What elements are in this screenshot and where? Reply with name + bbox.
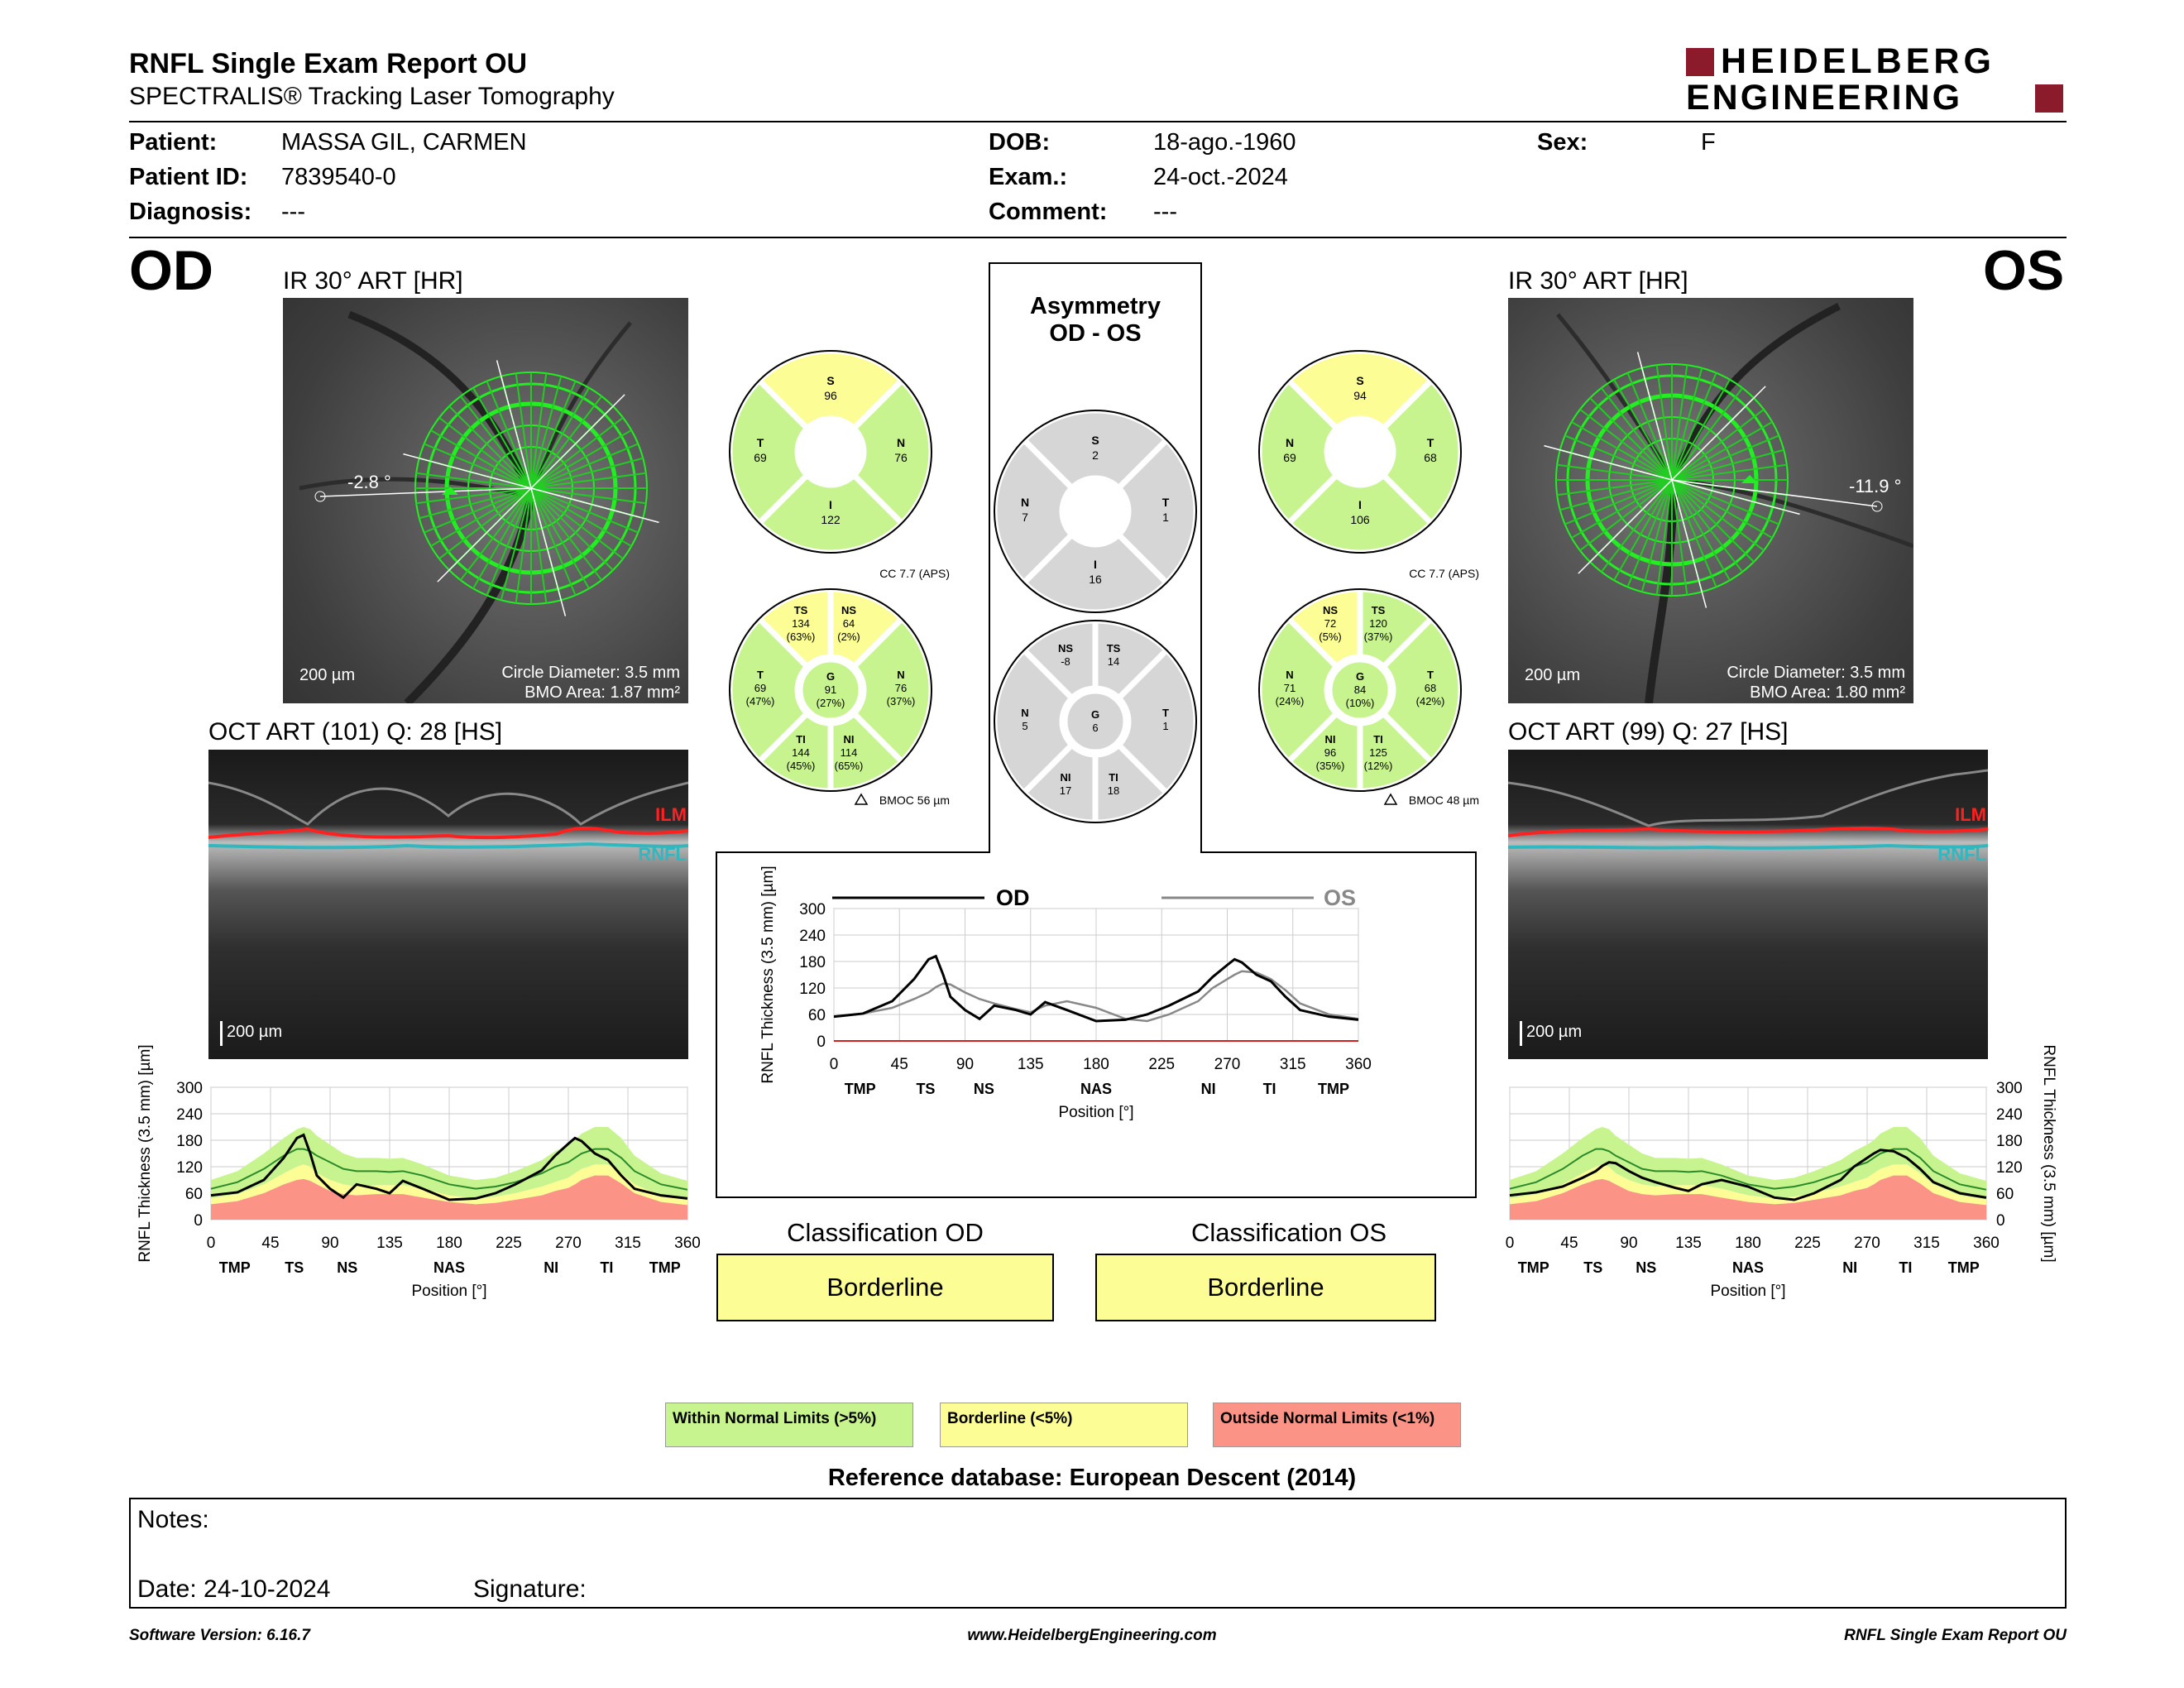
x-tick-label: 0	[829, 1056, 839, 1073]
y-tick-label: 0	[194, 1212, 203, 1230]
y-axis-label: RNFL Thickness (3.5 mm) [µm]	[759, 866, 777, 1084]
y-tick-label: 60	[184, 1186, 203, 1203]
patient-id-label: Patient ID:	[129, 164, 248, 190]
os-oct-scale-label: 200 µm	[1526, 1023, 1583, 1041]
x-tick-label: 180	[1735, 1235, 1761, 1252]
sector-axis-label: TI	[1262, 1081, 1276, 1097]
sector-value-i: 122	[821, 513, 841, 526]
x-tick-label: 135	[376, 1235, 403, 1252]
sector-value-ts: 14	[1107, 655, 1120, 668]
sector-label-s: S	[1356, 374, 1364, 387]
sector-value-t: 1	[1162, 720, 1169, 732]
x-tick-label: 90	[321, 1235, 339, 1252]
od-ilm-label: ILM	[655, 804, 687, 825]
sector-label-ns: NS	[1322, 604, 1339, 616]
os-scale-label: 200 µm	[1525, 666, 1581, 684]
sector-label-n: N	[1021, 707, 1029, 719]
y-tick-label: 60	[1996, 1186, 2014, 1203]
asym-sector-6-diagram	[994, 621, 1196, 822]
od-angle-label: -2.8 °	[347, 472, 391, 492]
os-sector-4-diagram	[1259, 351, 1461, 553]
sector-axis-label: NAS	[1731, 1259, 1765, 1276]
os-bmo-area: BMO Area: 1.80 mm²	[1750, 683, 1905, 702]
od-scale-label: 200 µm	[299, 666, 356, 684]
sector-label-n: N	[1020, 496, 1030, 509]
logo-text-bottom: ENGINEERING	[1686, 78, 1963, 117]
sector-label-ns: NS	[841, 604, 857, 616]
os-tsnit-chart	[1506, 1044, 2057, 1300]
sector-percent-g: (10%)	[1345, 697, 1375, 709]
sector-value-ns: -8	[1061, 655, 1070, 668]
asymmetry-title-line1: Asymmetry	[1030, 293, 1161, 319]
x-tick-label: 45	[261, 1235, 280, 1252]
sector-value-g: 6	[1092, 722, 1099, 734]
sector-axis-label: NI	[544, 1259, 559, 1276]
sector-axis-label: NS	[337, 1259, 358, 1276]
sector-value-ti: 144	[792, 746, 810, 759]
diagnosis-label: Diagnosis:	[129, 199, 252, 225]
x-tick-label: 315	[615, 1235, 641, 1252]
y-tick-label: 0	[1996, 1212, 2005, 1230]
dob-label: DOB:	[989, 129, 1051, 156]
sector-value-ts: 120	[1369, 617, 1387, 630]
sector-value-ns: 72	[1324, 617, 1337, 630]
exam-label: Exam.:	[989, 164, 1068, 190]
diagnosis: ---	[281, 199, 305, 225]
classification-os-box: Borderline	[1095, 1254, 1436, 1321]
sector-value-n: 7	[1022, 511, 1028, 524]
x-tick-label: 270	[1214, 1056, 1241, 1073]
comparison-tsnit-chart	[759, 866, 1372, 1121]
x-tick-label: 0	[206, 1235, 216, 1252]
y-tick-label: 60	[807, 1007, 826, 1024]
sector-axis-label: TS	[916, 1081, 936, 1097]
x-tick-label: 270	[555, 1235, 582, 1252]
bmoc-label: BMOC 56 µm	[879, 794, 950, 807]
x-tick-label: 270	[1854, 1235, 1880, 1252]
sector-value-s: 94	[1353, 389, 1367, 402]
x-tick-label: 360	[1973, 1235, 2000, 1252]
sector-value-n: 5	[1022, 720, 1028, 732]
sector-axis-label: NS	[973, 1081, 994, 1097]
od-eye-label: OD	[129, 239, 213, 302]
x-tick-label: 315	[1279, 1056, 1306, 1073]
x-axis-label: Position [°]	[411, 1283, 487, 1300]
sector-axis-label: TMP	[1517, 1259, 1549, 1276]
sector-percent-ti: (12%)	[1363, 760, 1393, 772]
os-angle-label: -11.9 °	[1849, 476, 1902, 496]
sector-label-g: G	[1355, 670, 1365, 683]
sector-axis-label: TMP	[844, 1081, 876, 1097]
notes-date: Date: 24-10-2024	[137, 1575, 331, 1603]
sector-label-t: T	[1162, 707, 1169, 719]
y-tick-label: 180	[1996, 1133, 2023, 1150]
sector-label-t: T	[1427, 669, 1434, 681]
sector-label-s: S	[826, 374, 835, 387]
x-tick-label: 135	[1675, 1235, 1702, 1252]
sector-percent-n: (24%)	[1275, 695, 1305, 707]
sector-label-ni: NI	[1324, 733, 1336, 746]
sector-percent-ni: (65%)	[834, 760, 864, 772]
y-tick-label: 120	[1996, 1159, 2023, 1177]
footer-report: RNFL Single Exam Report OU	[1844, 1627, 2067, 1644]
sector-value-ns: 64	[842, 617, 855, 630]
dob: 18-ago.-1960	[1153, 129, 1296, 156]
sector-value-t: 69	[754, 451, 767, 464]
sector-label-g: G	[1090, 708, 1100, 721]
sector-percent-ns: (2%)	[837, 631, 860, 643]
sector-percent-t: (47%)	[745, 695, 775, 707]
sector-percent-ts: (37%)	[1363, 631, 1393, 643]
sector-value-n: 69	[1283, 451, 1296, 464]
sector-percent-ni: (35%)	[1315, 760, 1345, 772]
y-tick-label: 300	[799, 901, 826, 918]
od-tsnit-chart	[136, 1044, 701, 1300]
sector-value-ni: 17	[1059, 784, 1072, 797]
asym-sector-4-diagram	[994, 410, 1196, 612]
y-tick-label: 180	[176, 1133, 203, 1150]
sector-percent-ti: (45%)	[786, 760, 816, 772]
y-tick-label: 120	[799, 981, 826, 998]
sector-label-ti: TI	[1109, 771, 1118, 784]
sector-axis-label: NAS	[433, 1259, 466, 1276]
os-ir-title: IR 30° ART [HR]	[1508, 267, 1688, 295]
x-tick-label: 360	[1345, 1056, 1372, 1073]
od-circle-diameter: Circle Diameter: 3.5 mm	[501, 664, 680, 682]
sector-label-n: N	[1285, 436, 1295, 449]
exam-date: 24-oct.-2024	[1153, 164, 1288, 190]
sector-axis-label: TS	[1583, 1259, 1603, 1276]
classification-od-title: Classification OD	[787, 1218, 984, 1247]
x-axis-label: Position [°]	[1710, 1283, 1786, 1300]
sector-value-t: 68	[1424, 682, 1437, 694]
report-subtitle: SPECTRALIS® Tracking Laser Tomography	[129, 83, 615, 110]
sector-label-i: I	[1358, 498, 1362, 511]
x-tick-label: 360	[674, 1235, 701, 1252]
sector-label-n: N	[1286, 669, 1294, 681]
legend-outside-normal: Outside Normal Limits (<1%)	[1213, 1403, 1461, 1447]
sector-label-ns: NS	[1057, 642, 1074, 655]
sector-value-t: 1	[1162, 511, 1169, 524]
sector-value-t: 69	[754, 682, 767, 694]
report-title: RNFL Single Exam Report OU	[129, 48, 528, 79]
y-tick-label: 0	[817, 1033, 826, 1051]
delta-icon	[855, 794, 867, 804]
sector-axis-label: NI	[1200, 1081, 1216, 1097]
classification-od-box: Borderline	[716, 1254, 1054, 1321]
cc-label: CC 7.7 (APS)	[879, 567, 950, 580]
sector-value-ti: 125	[1369, 746, 1387, 759]
comment-label: Comment:	[989, 199, 1108, 225]
os-oct-title: OCT ART (99) Q: 27 [HS]	[1508, 718, 1789, 746]
sector-label-ti: TI	[796, 733, 806, 746]
y-tick-label: 300	[176, 1080, 203, 1097]
sector-label-n: N	[896, 436, 906, 449]
footer-version: Software Version: 6.16.7	[129, 1627, 310, 1644]
cc-label: CC 7.7 (APS)	[1409, 567, 1479, 580]
sector-label-n: N	[897, 669, 905, 681]
sector-value-n: 71	[1283, 682, 1296, 694]
legend-borderline: Borderline (<5%)	[940, 1403, 1188, 1447]
sector-value-n: 76	[894, 451, 908, 464]
sector-value-ts: 134	[792, 617, 810, 630]
od-oct-title: OCT ART (101) Q: 28 [HS]	[208, 718, 503, 746]
bmoc-label: BMOC 48 µm	[1408, 794, 1479, 807]
sector-value-i: 16	[1089, 573, 1102, 586]
x-tick-label: 45	[890, 1056, 908, 1073]
sector-label-t: T	[1161, 496, 1170, 509]
sector-axis-label: TMP	[1947, 1259, 1980, 1276]
od-rnfl-label: RNFL	[638, 844, 687, 865]
y-tick-label: 300	[1996, 1080, 2023, 1097]
classification-os-title: Classification OS	[1190, 1218, 1387, 1247]
y-axis-label: RNFL Thickness (3.5 mm) [µm]	[2040, 1044, 2057, 1263]
sector-axis-label: TMP	[1318, 1081, 1350, 1097]
asymmetry-title-line2: OD - OS	[1049, 320, 1142, 347]
patient-id: 7839540-0	[281, 164, 396, 190]
sector-axis-label: TMP	[218, 1259, 251, 1276]
y-tick-label: 180	[799, 954, 826, 971]
sector-value-i: 106	[1350, 513, 1370, 526]
sector-label-ts: TS	[793, 604, 808, 616]
x-axis-label: Position [°]	[1058, 1104, 1134, 1121]
sector-value-g: 84	[1353, 683, 1367, 696]
logo-text-top: HEIDELBERG	[1721, 41, 1995, 81]
sector-value-ni: 96	[1324, 746, 1337, 759]
delta-icon	[1385, 794, 1396, 804]
sector-percent-n: (37%)	[886, 695, 916, 707]
os-circle-diameter: Circle Diameter: 3.5 mm	[1727, 664, 1905, 682]
x-tick-label: 180	[436, 1235, 462, 1252]
notes-signature: Signature:	[473, 1575, 587, 1603]
x-tick-label: 225	[1794, 1235, 1821, 1252]
patient-label: Patient:	[129, 129, 218, 156]
y-tick-label: 120	[176, 1159, 203, 1177]
sector-value-s: 2	[1092, 448, 1099, 462]
patient-name: MASSA GIL, CARMEN	[281, 129, 527, 156]
comment: ---	[1153, 199, 1177, 225]
sector-value-t: 68	[1424, 451, 1437, 464]
y-tick-label: 240	[176, 1106, 203, 1124]
sector-percent-t: (42%)	[1415, 695, 1445, 707]
x-tick-label: 180	[1083, 1056, 1109, 1073]
x-tick-label: 90	[956, 1056, 975, 1073]
sector-label-ts: TS	[1106, 642, 1121, 655]
sector-axis-label: NAS	[1080, 1081, 1113, 1097]
sector-label-ts: TS	[1371, 604, 1386, 616]
od-ir-title: IR 30° ART [HR]	[283, 267, 463, 295]
sector-axis-label: TMP	[649, 1259, 681, 1276]
sector-axis-label: TI	[1899, 1259, 1913, 1276]
od-sector-6-diagram	[730, 567, 950, 807]
x-tick-label: 225	[496, 1235, 522, 1252]
x-tick-label: 90	[1620, 1235, 1638, 1252]
sex: F	[1701, 129, 1716, 156]
x-tick-label: 315	[1913, 1235, 1940, 1252]
sex-label: Sex:	[1537, 129, 1588, 156]
legend-within-normal: Within Normal Limits (>5%)	[665, 1403, 913, 1447]
sector-axis-label: NS	[1636, 1259, 1657, 1276]
os-rnfl-label: RNFL	[1937, 844, 1986, 865]
x-tick-label: 0	[1505, 1235, 1515, 1252]
os-ilm-label: ILM	[1955, 804, 1986, 825]
sector-label-t: T	[757, 669, 764, 681]
notes-label: Notes:	[137, 1506, 209, 1533]
sector-label-g: G	[826, 670, 836, 683]
sector-label-i: I	[829, 498, 832, 511]
sector-axis-label: TS	[285, 1259, 304, 1276]
sector-label-ti: TI	[1373, 733, 1383, 746]
sector-percent-ts: (63%)	[786, 631, 816, 643]
od-bmo-area: BMO Area: 1.87 mm²	[524, 683, 680, 702]
sector-value-ti: 18	[1107, 784, 1120, 797]
sector-label-t: T	[756, 436, 764, 449]
sector-value-g: 91	[824, 683, 837, 696]
reference-database: Reference database: European Descent (2014)	[827, 1465, 1357, 1491]
y-axis-label: RNFL Thickness (3.5 mm) [µm]	[136, 1044, 154, 1263]
sector-value-n: 76	[894, 682, 908, 694]
os-eye-label: OS	[1983, 239, 2065, 302]
x-tick-label: 45	[1560, 1235, 1578, 1252]
footer-website: www.HeidelbergEngineering.com	[967, 1627, 1217, 1644]
x-tick-label: 135	[1017, 1056, 1044, 1073]
sector-label-t: T	[1426, 436, 1434, 449]
x-tick-label: 225	[1148, 1056, 1176, 1073]
sector-percent-g: (27%)	[816, 697, 845, 709]
legend-od-label: OD	[996, 885, 1030, 910]
sector-label-ni: NI	[1060, 771, 1071, 784]
legend-os-label: OS	[1324, 885, 1357, 910]
od-sector-4-diagram	[730, 351, 932, 553]
od-oct-scale-label: 200 µm	[227, 1023, 283, 1041]
y-tick-label: 240	[1996, 1106, 2023, 1124]
sector-label-i: I	[1094, 558, 1097, 571]
sector-label-ni: NI	[843, 733, 855, 746]
os-sector-6-diagram	[1259, 567, 1479, 807]
sector-value-ni: 114	[840, 746, 858, 759]
sector-axis-label: NI	[1842, 1259, 1858, 1276]
y-tick-label: 240	[799, 928, 826, 945]
sector-label-s: S	[1091, 434, 1099, 447]
sector-axis-label: TI	[600, 1259, 614, 1276]
sector-percent-ns: (5%)	[1319, 631, 1342, 643]
sector-value-s: 96	[824, 389, 837, 402]
